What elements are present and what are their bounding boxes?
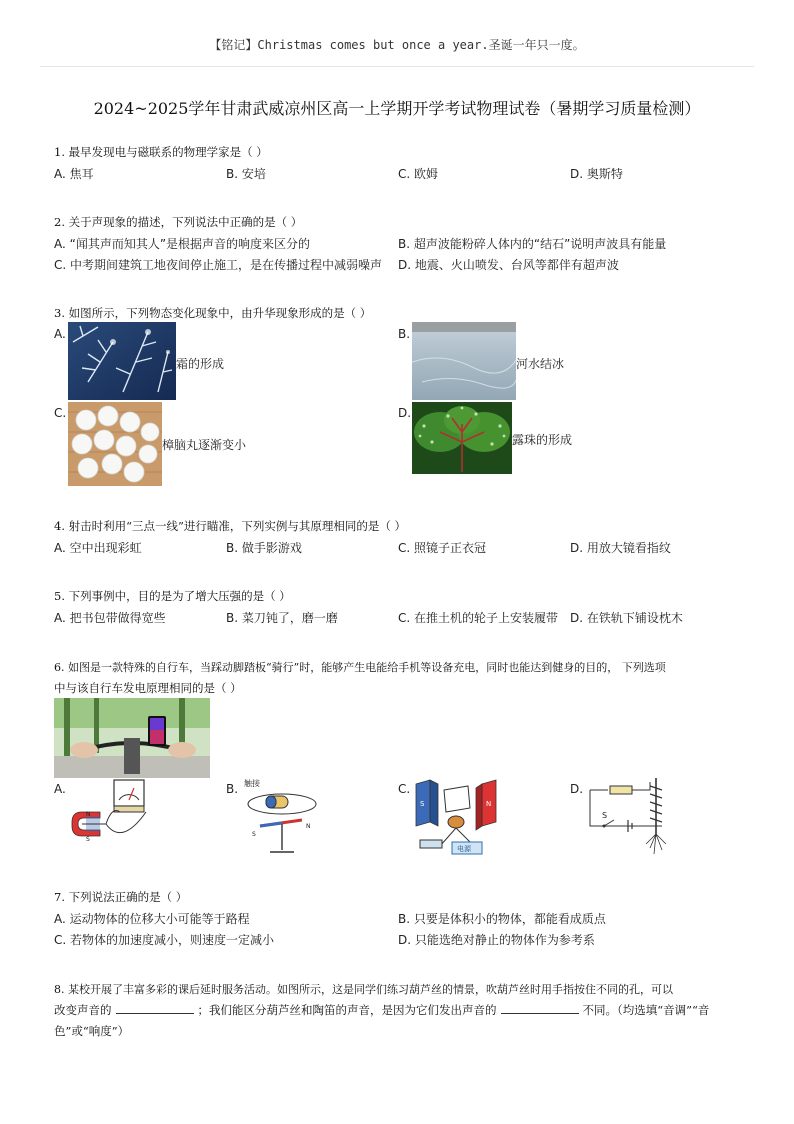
frozen-river-photo	[412, 322, 516, 400]
q6-a-pole-s: S	[86, 836, 90, 843]
q6-option-a-letter[interactable]: A.	[54, 782, 66, 796]
q3-stem: 3. 如图所示，下列物态变化现象中，由升华现象形成的是（ ）	[54, 306, 372, 320]
q8-line2	[54, 1002, 709, 1018]
q8-line1: 8. 某校开展了丰富多彩的课后延时服务活动。如图所示，这是同学们练习葫芦丝的情景，吹葫芦丝时用手指按住不同的孔，可以	[54, 983, 673, 996]
q6-b-pole-n: N	[306, 823, 311, 830]
q1-option-d[interactable]: D. 奥斯特	[570, 167, 623, 181]
q6-c-power-label: 电源	[457, 845, 471, 853]
q3-option-c-letter[interactable]: C.	[54, 406, 67, 420]
q8-blank-2[interactable]	[501, 1003, 579, 1014]
q5-option-d[interactable]: D. 在铁轨下铺设枕木	[570, 611, 683, 625]
q6-diagram-b	[238, 774, 328, 860]
q3-option-a-letter[interactable]: A.	[54, 327, 66, 341]
q2-option-a[interactable]: A. “闻其声而知其人”是根据声音的响度来区分的	[54, 237, 311, 251]
q6-a-pole-n: N	[86, 811, 91, 818]
q7-option-a[interactable]: A. 运动物体的位移大小可能等于路程	[54, 912, 250, 926]
q7-option-d[interactable]: D. 只能选绝对静止的物体作为参考系	[398, 933, 595, 947]
q6-option-b-letter[interactable]: B.	[226, 782, 239, 796]
q1-stem: 1. 最早发现电与磁联系的物理学家是（ ）	[54, 145, 268, 159]
q8-blank-1[interactable]	[116, 1003, 194, 1014]
q3-option-b-letter[interactable]: B.	[398, 327, 411, 341]
bicycle-charger-photo	[54, 698, 210, 778]
header-divider	[40, 66, 754, 67]
q1-option-c[interactable]: C. 欧姆	[398, 167, 439, 181]
q6-option-d-letter[interactable]: D.	[570, 782, 584, 796]
q3-caption-b: 河水结冰	[516, 357, 565, 371]
q3-caption-a: 霜的形成	[176, 357, 225, 371]
q3-caption-c: 樟脑丸逐渐变小	[162, 438, 247, 452]
q8-line2-c: 不同。（均选填“音调”“音	[582, 1003, 710, 1017]
page-header: 【铭记】Christmas comes but once a year.圣诞一年只一度。	[209, 38, 585, 52]
exam-title: 2024~2025学年甘肃武威凉州区高一上学期开学考试物理试卷（暑期学习质量检测）	[93, 99, 701, 118]
q5-option-c[interactable]: C. 在推土机的轮子上安装履带	[398, 611, 559, 625]
q3-option-d-letter[interactable]: D.	[398, 406, 412, 420]
q5-stem: 5. 下列事例中，目的是为了增大压强的是（ ）	[54, 589, 291, 603]
q4-option-c[interactable]: C. 照镜子正衣冠	[398, 541, 487, 555]
q5-option-a[interactable]: A. 把书包带做得宽些	[54, 611, 166, 625]
frost-photo	[68, 322, 176, 400]
q6-c-pole-s: S	[420, 800, 425, 808]
q2-option-d[interactable]: D. 地震、火山喷发、台风等都伴有超声波	[398, 258, 619, 272]
q1-option-b[interactable]: B. 安培	[226, 167, 266, 181]
q7-option-b[interactable]: B. 只要是体积小的物体，都能看成质点	[398, 912, 606, 926]
q4-option-d[interactable]: D. 用放大镜看指纹	[570, 541, 671, 555]
q8-line3: 色”或“响度”）	[54, 1024, 130, 1038]
q3-caption-d: 露珠的形成	[512, 433, 573, 447]
q6-stem-line1: 6. 如图是一款特殊的自行车，当踩动脚踏板“骑行”时，能够产生电能给手机等设备充电，同时也能达到健身的目的， 下列选项	[54, 661, 666, 674]
mothballs-photo	[68, 402, 162, 486]
q4-option-b[interactable]: B. 做手影游戏	[226, 541, 302, 555]
q8-line2-b: ；我们能区分葫芦丝和陶笛的声音，是因为它们发出声音的	[197, 1003, 497, 1017]
q4-stem: 4. 射击时利用“三点一线”进行瞄准，下列实例与其原理相同的是（ ）	[54, 519, 407, 533]
q2-stem: 2. 关于声现象的描述，下列说法中正确的是（ ）	[54, 215, 303, 229]
q6-option-c-letter[interactable]: C.	[398, 782, 411, 796]
q5-option-b[interactable]: B. 菜刀钝了，磨一磨	[226, 611, 338, 625]
dew-leaf-photo	[412, 402, 512, 474]
q6-stem-line2: 中与该自行车发电原理相同的是（ ）	[54, 681, 242, 695]
q6-diagram-c	[410, 774, 510, 860]
q7-stem: 7. 下列说法正确的是（ ）	[54, 890, 188, 904]
q8-line2-a: 改变声音的	[54, 1003, 112, 1017]
q4-option-a[interactable]: A. 空中出现彩虹	[54, 541, 142, 555]
q7-option-c[interactable]: C. 若物体的加速度减小，则速度一定减小	[54, 933, 275, 947]
q6-b-pole-s: S	[252, 831, 256, 838]
q2-option-c[interactable]: C. 中考期间建筑工地夜间停止施工，是在传播过程中减弱噪声	[54, 258, 383, 272]
q6-d-switch-label: S	[602, 811, 608, 820]
q1-option-a[interactable]: A. 焦耳	[54, 167, 94, 181]
q2-option-b[interactable]: B. 超声波能粉碎人体内的“结石”说明声波具有能量	[398, 237, 667, 251]
q6-diagram-d	[584, 774, 680, 860]
q6-c-pole-n: N	[486, 800, 492, 808]
q6-diagram-a	[66, 776, 166, 856]
q6-b-label: 触接	[244, 779, 260, 788]
